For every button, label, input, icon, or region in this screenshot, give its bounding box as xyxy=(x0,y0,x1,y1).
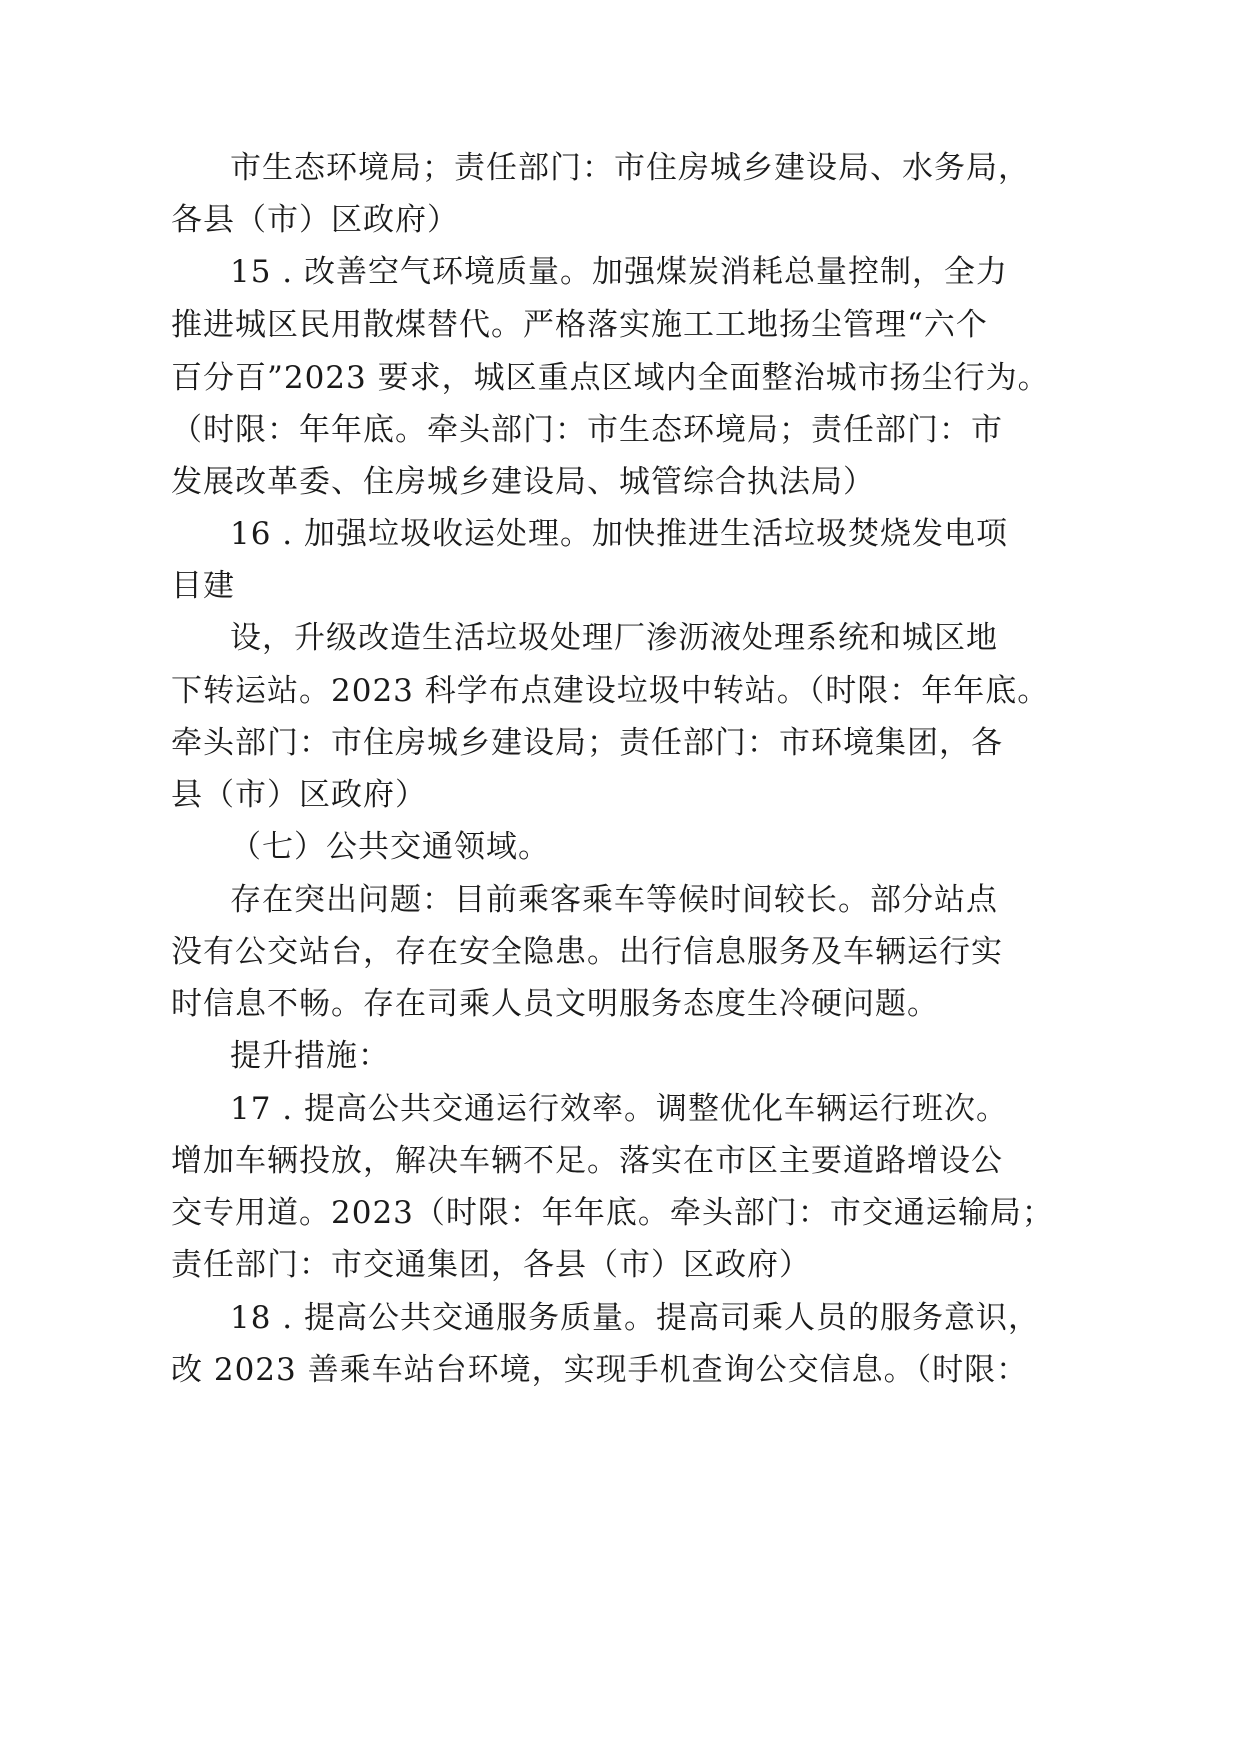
section-heading: （七）公共交通领域。 xyxy=(230,829,550,865)
text-line: 设，升级改造生活垃圾处理厂渗沥液处理系统和城区地 xyxy=(230,620,998,656)
text-line: 百分百”2023 要求，城区重点区域内全面整治城市扬尘行为。 xyxy=(171,360,1050,396)
text-line: 18 . 提高公共交通服务质量。提高司乘人员的服务意识， xyxy=(230,1300,1041,1336)
text-line: 市生态环境局；责任部门：市住房城乡建设局、水务局， xyxy=(230,150,1030,186)
text-line: 存在突出问题：目前乘客乘车等候时间较长。部分站点 xyxy=(230,882,998,918)
text-line: 各县（市）区政府） xyxy=(171,202,459,238)
text-line: 时信息不畅。存在司乘人员文明服务态度生冷硬问题。 xyxy=(171,986,939,1022)
text-line: 县（市）区政府） xyxy=(171,777,427,813)
text-line: 牵头部门：市住房城乡建设局；责任部门：市环境集团，各 xyxy=(171,725,1003,761)
text-line: 推进城区民用散煤替代。严格落实施工工地扬尘管理“六个 xyxy=(171,307,988,343)
text-line: （时限：年年底。牵头部门：市生态环境局；责任部门：市 xyxy=(171,412,1003,448)
text-line: 提升措施： xyxy=(230,1038,390,1074)
text-line: 增加车辆投放，解决车辆不足。落实在市区主要道路增设公 xyxy=(171,1143,1003,1179)
text-line: 17 . 提高公共交通运行效率。调整优化车辆运行班次。 xyxy=(230,1091,1009,1127)
text-line: 改 2023 善乘车站台环境，实现手机查询公交信息。（时限： xyxy=(171,1352,1029,1388)
text-line: 目建 xyxy=(171,568,235,604)
text-line: 下转运站。2023 科学布点建设垃圾中转站。（时限：年年底。 xyxy=(171,673,1050,709)
text-line: 没有公交站台，存在安全隐患。出行信息服务及车辆运行实 xyxy=(171,934,1003,970)
text-line: 16 . 加强垃圾收运处理。加快推进生活垃圾焚烧发电项 xyxy=(230,516,1009,552)
text-line: 交专用道。2023（时限：年年底。牵头部门：市交通运输局； xyxy=(171,1195,1054,1231)
text-line: 15 . 改善空气环境质量。加强煤炭消耗总量控制，全力 xyxy=(230,254,1009,290)
text-line: 责任部门：市交通集团，各县（市）区政府） xyxy=(171,1247,811,1283)
text-line: 发展改革委、住房城乡建设局、城管综合执法局） xyxy=(171,464,875,500)
